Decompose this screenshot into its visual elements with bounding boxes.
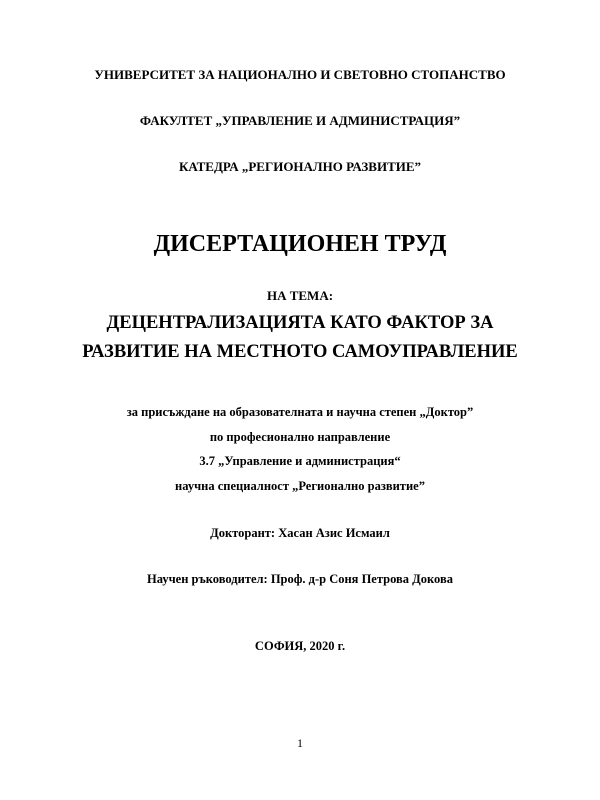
document-title: ДИСЕРТАЦИОНЕН ТРУД [153, 231, 447, 257]
university-name: УНИВЕРСИТЕТ ЗА НАЦИОНАЛНО И СВЕТОВНО СТОПАНСТВО [94, 67, 506, 82]
faculty-name: ФАКУЛТЕТ „УПРАВЛЕНИЕ И АДМИНИСТРАЦИЯ” [139, 113, 461, 128]
degree-line-3: 3.7 „Управление и администрация“ [199, 454, 401, 468]
topic-label: НА ТЕМА: [266, 288, 334, 303]
city-year: СОФИЯ, 2020 г. [254, 639, 346, 653]
degree-line-1: за присъждане на образователната и научна степен „Доктор” [126, 405, 474, 419]
degree-line-4: научна специалност „Регионално развитие” [175, 479, 425, 493]
page-number: 1 [297, 736, 303, 750]
doctoral-student: Докторант: Хасан Азис Исмаил [210, 526, 390, 540]
scientific-supervisor: Научен ръководител: Проф. д-р Соня Петрова Докова [147, 572, 453, 586]
department-name: КАТЕДРА „РЕГИОНАЛНО РАЗВИТИЕ” [178, 159, 422, 174]
degree-line-2: по професионално направление [209, 430, 391, 444]
topic-line-2: РАЗВИТИЕ НА МЕСТНОТО САМОУПРАВЛЕНИЕ [82, 342, 518, 362]
topic-line-1: ДЕЦЕНТРАЛИЗАЦИЯТА КАТО ФАКТОР ЗА [106, 313, 494, 333]
